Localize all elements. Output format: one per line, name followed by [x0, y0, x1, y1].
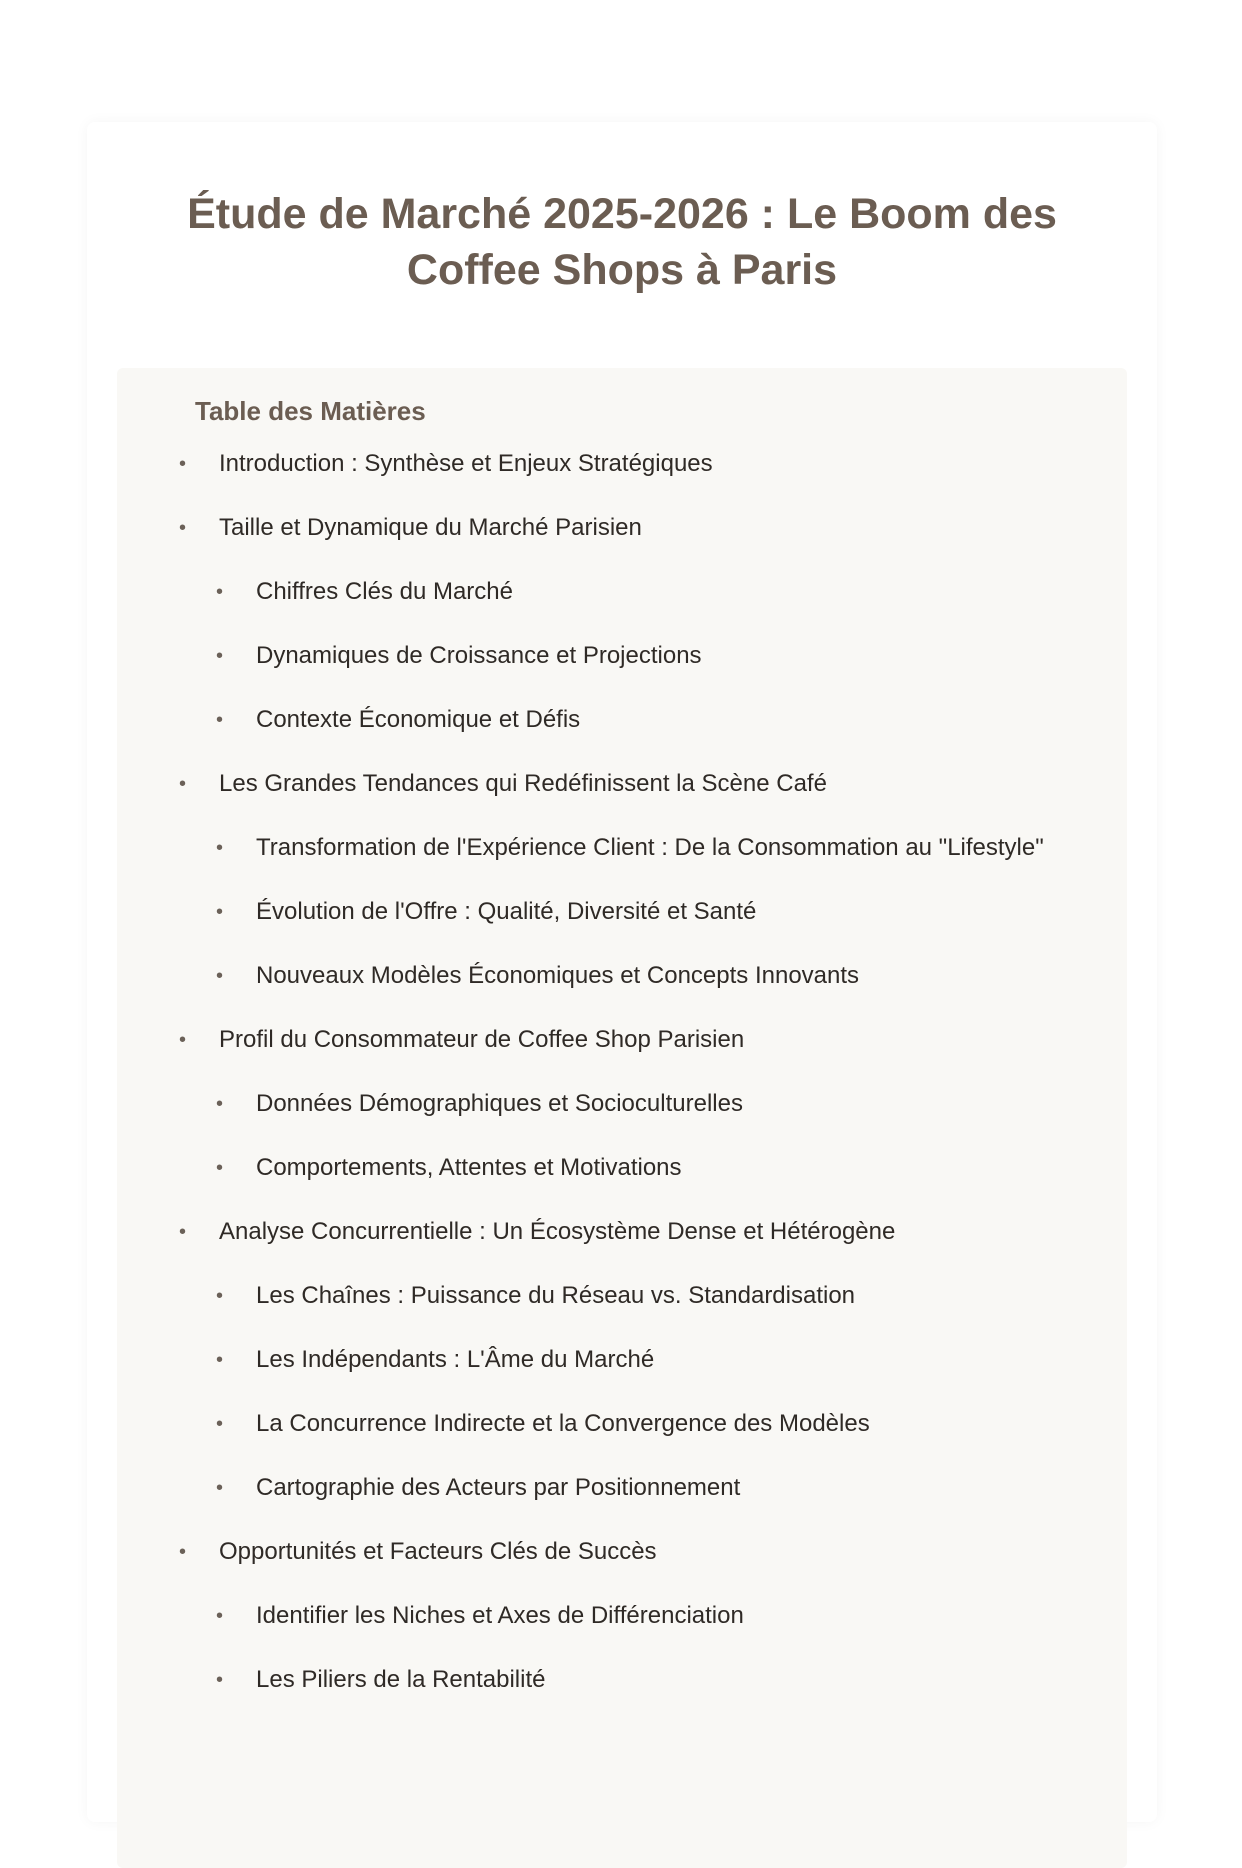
bullet-icon: •: [179, 1029, 187, 1051]
toc-subitem: [117, 1472, 1044, 1536]
toc-subitem: [117, 704, 1044, 768]
bullet-icon: •: [216, 1285, 224, 1307]
bullet-icon: •: [216, 1093, 224, 1115]
bullet-icon: •: [216, 581, 224, 603]
toc-subitem: [117, 1344, 1044, 1408]
toc-link[interactable]: Les Chaînes : Puissance du Réseau vs. Standardisation: [256, 1282, 856, 1309]
toc-subitem: [117, 832, 1044, 896]
toc-link[interactable]: Transformation de l'Expérience Client : De la Consommation au "Lifestyle": [256, 834, 1044, 861]
toc-subitem: [117, 1152, 1044, 1216]
toc-subitem: [117, 1088, 1044, 1152]
bullet-icon: •: [216, 709, 224, 731]
toc-heading: Table des Matières: [195, 396, 426, 426]
toc-link[interactable]: La Concurrence Indirecte et la Convergence des Modèles: [256, 1410, 870, 1437]
page-title: [87, 186, 1157, 298]
toc-subitem: [117, 1408, 1044, 1472]
toc-item: [117, 448, 1044, 512]
toc-link[interactable]: Profil du Consommateur de Coffee Shop Parisien: [219, 1026, 745, 1053]
toc-subitem: [117, 1664, 1044, 1728]
bullet-icon: •: [179, 453, 187, 475]
toc-list: [117, 448, 1044, 1728]
toc-item: [117, 512, 1044, 576]
toc-link[interactable]: Évolution de l'Offre : Qualité, Diversité et Santé: [256, 898, 757, 925]
toc-link[interactable]: Opportunités et Facteurs Clés de Succès: [219, 1538, 657, 1565]
document-page: [87, 122, 1157, 1822]
bullet-icon: •: [216, 1157, 224, 1179]
table-of-contents: [117, 368, 1127, 1868]
toc-item: [117, 1024, 1044, 1088]
bullet-icon: •: [216, 965, 224, 987]
toc-link[interactable]: Introduction : Synthèse et Enjeux Stratégiques: [219, 450, 713, 477]
toc-subitem: [117, 1600, 1044, 1664]
toc-link[interactable]: Contexte Économique et Défis: [256, 706, 581, 733]
toc-item: [117, 1536, 1044, 1600]
toc-link[interactable]: Comportements, Attentes et Motivations: [256, 1154, 682, 1181]
toc-item: [117, 768, 1044, 832]
toc-link[interactable]: Identifier les Niches et Axes de Différenciation: [256, 1602, 744, 1629]
bullet-icon: •: [216, 645, 224, 667]
toc-subitem: [117, 896, 1044, 960]
toc-link[interactable]: Dynamiques de Croissance et Projections: [256, 642, 702, 669]
toc-link[interactable]: Nouveaux Modèles Économiques et Concepts Innovants: [256, 962, 860, 989]
bullet-icon: •: [216, 837, 224, 859]
toc-link[interactable]: Les Indépendants : L'Âme du Marché: [256, 1346, 655, 1373]
toc-subitem: [117, 576, 1044, 640]
bullet-icon: •: [216, 1349, 224, 1371]
toc-item: [117, 1216, 1044, 1280]
toc-link[interactable]: Données Démographiques et Socioculturelles: [256, 1090, 743, 1117]
toc-link[interactable]: Analyse Concurrentielle : Un Écosystème Dense et Hétérogène: [219, 1218, 896, 1245]
toc-link[interactable]: Cartographie des Acteurs par Positionnement: [256, 1474, 741, 1501]
toc-link[interactable]: Les Piliers de la Rentabilité: [256, 1666, 546, 1693]
bullet-icon: •: [216, 901, 224, 923]
page-title-line-2: Coffee Shops à Paris: [406, 246, 838, 294]
bullet-icon: •: [179, 1541, 187, 1563]
bullet-icon: •: [179, 517, 187, 539]
toc-subitem: [117, 960, 1044, 1024]
page-title-line-1: Étude de Marché 2025-2026 : Le Boom des: [187, 190, 1057, 238]
toc-link[interactable]: Chiffres Clés du Marché: [256, 578, 513, 605]
bullet-icon: •: [216, 1477, 224, 1499]
bullet-icon: •: [216, 1413, 224, 1435]
toc-subitem: [117, 1280, 1044, 1344]
toc-subitem: [117, 640, 1044, 704]
bullet-icon: •: [179, 773, 187, 795]
toc-link[interactable]: Les Grandes Tendances qui Redéfinissent la Scène Café: [219, 770, 827, 797]
bullet-icon: •: [179, 1221, 187, 1243]
bullet-icon: •: [216, 1669, 224, 1691]
bullet-icon: •: [216, 1605, 224, 1627]
toc-link[interactable]: Taille et Dynamique du Marché Parisien: [219, 514, 642, 541]
